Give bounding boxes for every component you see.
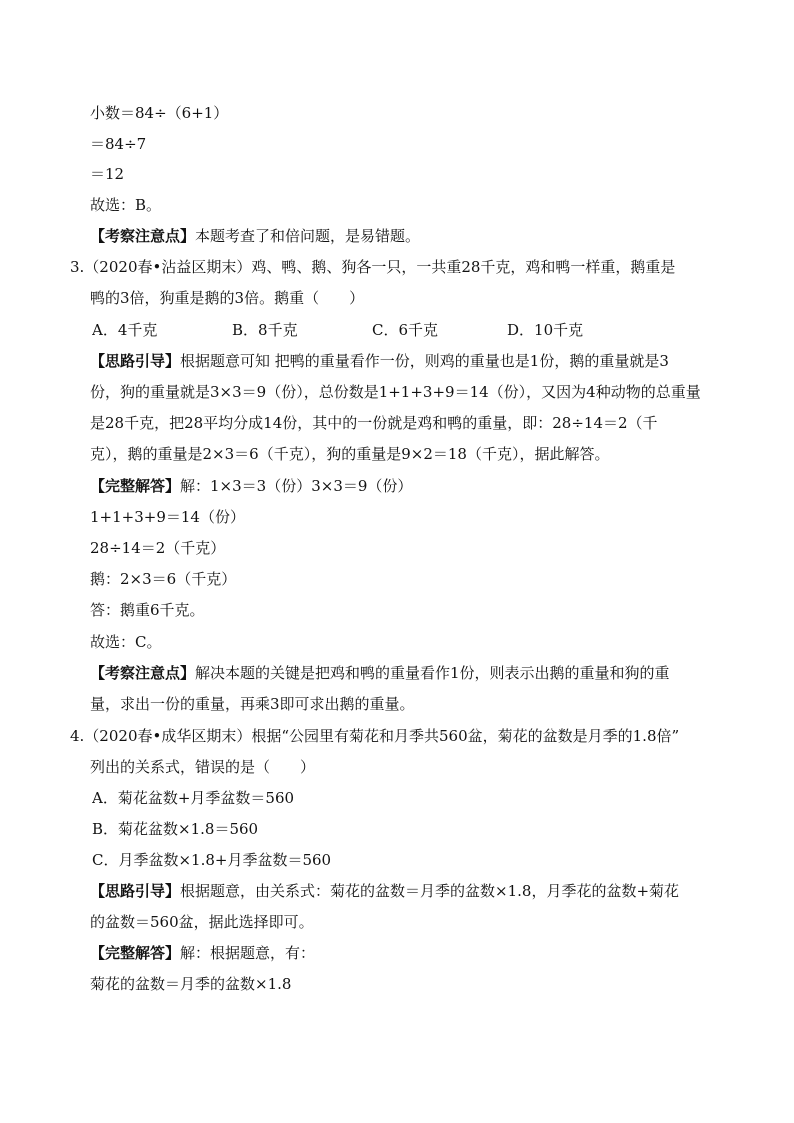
q4-stem-line-1: 4.（2020春•成华区期末）根据“公园里有菊花和月季共560盆，菊花的盆数是月季的1.8倍” <box>70 727 680 745</box>
q3-hint-line-1 <box>90 351 730 371</box>
solution-text: 解：根据题意，有： <box>180 944 316 962</box>
solution-text: 解：1×3＝3（份）3×3＝9（份） <box>180 477 413 495</box>
q3-stem-line-2: 鸭的3倍，狗重是鹅的3倍。鹅重（ ） <box>90 289 365 307</box>
q4-hint-line-1 <box>90 881 730 901</box>
q4-stem-line-2: 列出的关系式，错误的是（ ） <box>90 758 316 776</box>
q4-option-b: B．菊花盆数×1.8＝560 <box>92 820 259 838</box>
q4-option-c: C．月季盆数×1.8+月季盆数＝560 <box>92 851 332 869</box>
q3-hint-line-4: 克），鹅的重量是2×3＝6（千克），狗的重量是9×2＝18（千克），据此解答。 <box>90 445 610 463</box>
q3-stem-line-1: 3.（2020春•沾益区期末）鸡、鸭、鹅、狗各一只，一共重28千克，鸡和鸭一样重，鹅重是 <box>70 258 676 276</box>
solution-tag: 【完整解答】 <box>90 477 181 495</box>
q4-hint-line-2: 的盆数＝560盆，据此选择即可。 <box>90 913 314 931</box>
q3-solution-line-5: 答：鹅重6千克。 <box>90 601 205 619</box>
q3-solution-line-3: 28÷14＝2（千克） <box>90 539 226 557</box>
q3-option-b: B．8千克 <box>232 321 298 339</box>
q2-answer-choice: 故选：B。 <box>90 196 162 214</box>
q3-option-c: C．6千克 <box>372 321 439 339</box>
q3-solution-line-1 <box>90 476 730 496</box>
hint-tag: 【思路引导】 <box>90 882 181 900</box>
q3-options <box>92 320 732 340</box>
note-text: 本题考查了和倍问题，是易错题。 <box>195 227 421 245</box>
q4-option-a: A．菊花盆数+月季盆数＝560 <box>92 789 295 807</box>
note-tag: 【考察注意点】 <box>90 664 196 682</box>
q3-hint-line-3: 是28千克，把28平均分成14份，其中的一份就是鸡和鸭的重量，即：28÷14＝2（千 <box>90 414 658 432</box>
q2-calc-line-1: 小数＝84÷（6+1） <box>90 104 229 122</box>
q2-calc-line-2: ＝84÷7 <box>90 135 147 153</box>
q3-note-line-1 <box>90 663 730 683</box>
solution-tag: 【完整解答】 <box>90 944 181 962</box>
hint-tag: 【思路引导】 <box>90 352 181 370</box>
q3-note-line-2: 量，求出一份的重量，再乘3即可求出鹅的重量。 <box>90 695 415 713</box>
q3-solution-line-4: 鹅：2×3＝6（千克） <box>90 570 237 588</box>
q3-hint-line-2: 份，狗的重量就是3×3＝9（份），总份数是1+1+3+9＝14（份），又因为4种动物的总重量 <box>90 383 701 401</box>
note-text: 解决本题的关键是把鸡和鸭的重量看作1份，则表示出鹅的重量和狗的重 <box>195 664 670 682</box>
q3-answer-choice: 故选：C。 <box>90 633 162 651</box>
hint-text: 根据题意，由关系式：菊花的盆数＝月季的盆数×1.8，月季花的盆数+菊花 <box>180 882 680 900</box>
q2-calc-line-3: ＝12 <box>90 165 125 183</box>
note-tag: 【考察注意点】 <box>90 227 196 245</box>
q4-solution-line-2: 菊花的盆数＝月季的盆数×1.8 <box>90 975 292 993</box>
q3-solution-line-2: 1+1+3+9＝14（份） <box>90 508 245 526</box>
q3-option-d: D．10千克 <box>507 321 584 339</box>
q3-option-a: A．4千克 <box>92 321 158 339</box>
hint-text: 根据题意可知 把鸭的重量看作一份，则鸡的重量也是1份，鹅的重量就是3 <box>180 352 669 370</box>
q2-note <box>90 226 730 246</box>
q4-solution-line-1 <box>90 943 730 963</box>
